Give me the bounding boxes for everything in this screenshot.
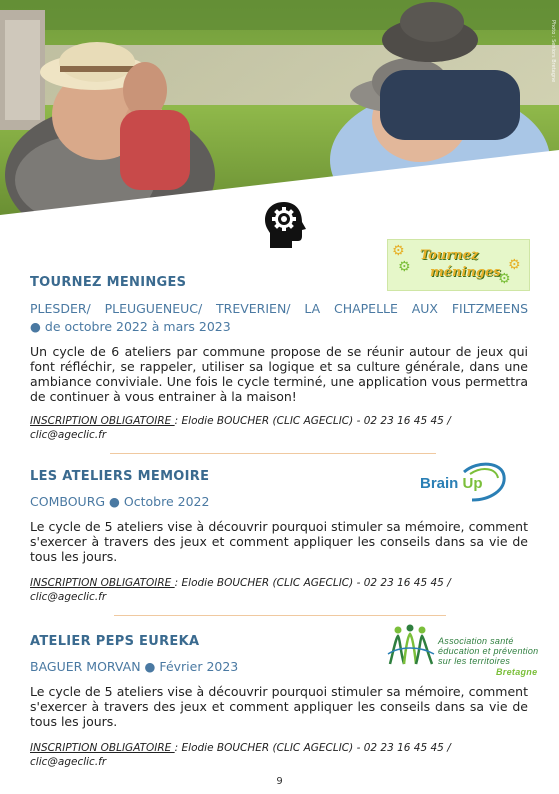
gear-icon: ⚙ — [392, 243, 405, 259]
section-description: Le cycle de 5 ateliers vise à découvrir pourquoi stimuler sa mémoire, comment s'exercer à travers des jeux et comment appliquer les conseils dans sa vie de tous les jours. — [30, 519, 528, 564]
section-divider — [114, 615, 446, 616]
gear-icon: ⚙ — [498, 271, 511, 287]
brain-up-logo — [420, 460, 508, 504]
logo-text: Brain Up — [420, 475, 483, 492]
people-icon — [386, 624, 436, 668]
section-title: LES ATELIERS MEMOIRE — [30, 469, 210, 484]
section-place: BAGUER MORVAN ● Février 2023 — [30, 659, 239, 674]
section-place: PLESDER/ PLEUGUENEUC/ TREVERIEN/ LA CHAPELLE AUX FILTZMEENS — [30, 301, 528, 316]
inscription-contact: : Elodie BOUCHER (CLIC AGECLIC) - 02 23 16 45 45 / clic@ageclic.fr — [30, 415, 451, 441]
gear-icon: ⚙ — [508, 257, 521, 273]
section-title: ATELIER PEPS EUREKA — [30, 634, 200, 649]
logo-text: éducation et prévention — [438, 646, 539, 656]
section-inscription — [30, 741, 500, 769]
inscription-label: INSCRIPTION OBLIGATOIRE — [30, 742, 175, 754]
section-inscription — [30, 414, 500, 442]
page-number: 9 — [276, 776, 283, 787]
hero-photo-illustration — [0, 0, 559, 215]
inscription-contact: : Elodie BOUCHER (CLIC AGECLIC) - 02 23 16 45 45 / clic@ageclic.fr — [30, 577, 451, 603]
logo-text: Bretagne — [496, 667, 538, 677]
section-date: ● de octobre 2022 à mars 2023 — [30, 319, 231, 334]
section-place: COMBOURG ● Octobre 2022 — [30, 494, 210, 509]
section-description: Un cycle de 6 ateliers par commune propose de se réunir autour de jeux qui font réfléchir, se rappeler, utiliser sa logique et sa culture générale, dans une ambiance conviviale. Une fois le cycle terminé, une application vous permettra de continuer à vous entrainer à la maison! — [30, 344, 528, 404]
logo-text: Association santé — [438, 636, 514, 646]
association-sante-logo — [386, 622, 539, 678]
tournez-meninges-logo — [387, 239, 530, 291]
section-title: TOURNEZ MENINGES — [30, 275, 187, 290]
logo-text: méninges — [430, 265, 501, 280]
inscription-contact: : Elodie BOUCHER (CLIC AGECLIC) - 02 23 16 45 45 / clic@ageclic.fr — [30, 742, 451, 768]
section-description: Le cycle de 5 ateliers vise à découvrir pourquoi stimuler sa mémoire, comment s'exercer à travers des jeux et comment appliquer les conseils dans sa vie de tous les jours. — [30, 684, 528, 729]
photo-credit: Photo : Seniors Bretagne — [550, 20, 556, 83]
inscription-label: INSCRIPTION OBLIGATOIRE — [30, 415, 175, 427]
logo-text: sur les territoires — [438, 656, 511, 666]
brain-gear-icon — [262, 200, 308, 252]
inscription-label: INSCRIPTION OBLIGATOIRE — [30, 577, 175, 589]
section-inscription — [30, 576, 500, 604]
hero-photo — [0, 0, 559, 215]
gear-icon: ⚙ — [398, 259, 411, 275]
logo-text: Tournez — [420, 248, 479, 263]
section-divider — [110, 453, 436, 454]
